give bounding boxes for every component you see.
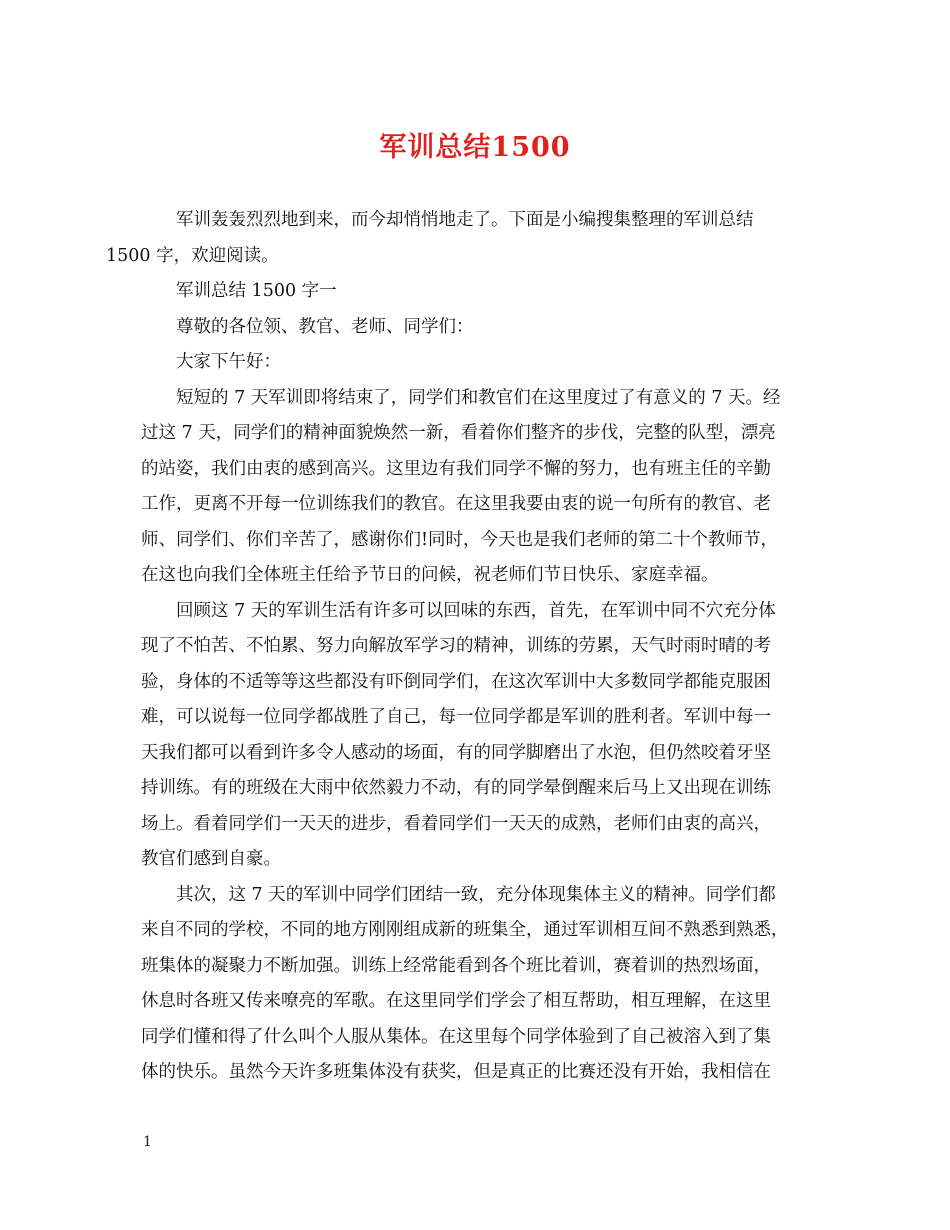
paragraph-intro bbox=[106, 203, 821, 274]
text-line: 尊敬的各位领、教官、老师、同学们： bbox=[176, 316, 474, 337]
text-line: 其次，这 7 天的军训中同学们团结一致，充分体现集体主义的精神。同学们都 bbox=[176, 884, 776, 905]
paragraph-body-1 bbox=[141, 381, 821, 594]
text-line: 持训练。有的班级在大雨中依然毅力不动，有的同学晕倒醒来后马上又出现在训练 bbox=[141, 778, 771, 798]
text-line: 军训总结 1500 字一 bbox=[176, 281, 337, 301]
text-line: 过这 7 天，同学们的精神面貌焕然一新，看着你们整齐的步伐，完整的队型，漂亮 bbox=[141, 423, 776, 443]
text-line: 体的快乐。虽然今天许多班集体没有获奖，但是真正的比赛还没有开始，我相信在 bbox=[141, 1062, 771, 1082]
text-line: 回顾这 7 天的军训生活有许多可以回味的东西，首先，在军训中同不穴充分体 bbox=[176, 600, 776, 621]
text-line: 场上。看着同学们一天天的进步，看着同学们一天天的成熟，老师们由衷的高兴， bbox=[141, 813, 771, 834]
document-body bbox=[106, 203, 821, 1091]
text-line: 来自不同的学校，不同的地方刚刚组成新的班集全，通过军训相互间不熟悉到熟悉， bbox=[141, 920, 789, 940]
text-line: 工作，更离不开每一位训练我们的教官。在这里我要由衷的说一句所有的教官、老 bbox=[141, 494, 771, 514]
text-line: 验，身体的不适等等这些都没有吓倒同学们，在这次军训中大多数同学都能克服困 bbox=[141, 671, 771, 692]
text-line: 现了不怕苦、不怕累、努力向解放军学习的精神，训练的劳累，天气时雨时晴的考 bbox=[141, 636, 771, 656]
text-line: 1500 字，欢迎阅读。 bbox=[106, 245, 279, 266]
text-line: 军训轰轰烈烈地到来，而今却悄悄地走了。下面是小编搜集整理的军训总结 bbox=[176, 210, 754, 230]
text-line: 教官们感到自豪。 bbox=[141, 849, 281, 869]
text-line: 师、同学们、你们辛苦了，感谢你们!同时，今天也是我们老师的第二十个教师节， bbox=[141, 529, 779, 550]
paragraph-salutation bbox=[141, 310, 821, 346]
text-line: 在这也向我们全体班主任给予节日的问候，祝老师们节日快乐、家庭幸福。 bbox=[141, 565, 719, 585]
text-line: 天我们都可以看到许多令人感动的场面，有的同学脚磨出了水泡，但仍然咬着牙坚 bbox=[141, 742, 771, 763]
text-line: 班集体的凝聚力不断加强。训练上经常能看到各个班比着训，赛着训的热烈场面， bbox=[141, 955, 771, 976]
paragraph-body-3 bbox=[141, 878, 821, 1091]
text-line: 同学们懂和得了什么叫个人服从集体。在这里每个同学体验到了自己被溶入到了集 bbox=[141, 1026, 771, 1047]
document-title: 军训总结1500 bbox=[379, 132, 571, 163]
paragraph-greeting bbox=[141, 345, 821, 381]
text-line: 的站姿，我们由衷的感到高兴。这里边有我们同学不懈的努力，也有班主任的辛勤 bbox=[141, 458, 771, 479]
paragraph-body-2 bbox=[141, 594, 821, 878]
page-number: 1 bbox=[143, 1134, 152, 1150]
text-line: 短短的 7 天军训即将结束了，同学们和教官们在这里度过了有意义的 7 天。经 bbox=[176, 387, 781, 408]
text-line: 休息时各班又传来嘹亮的军歌。在这里同学们学会了相互帮助，相互理解，在这里 bbox=[141, 991, 771, 1011]
text-line: 难，可以说每一位同学都战胜了自己，每一位同学都是军训的胜利者。军训中每一 bbox=[141, 707, 771, 727]
text-line: 大家下午好： bbox=[176, 352, 281, 372]
paragraph-heading bbox=[141, 274, 821, 310]
